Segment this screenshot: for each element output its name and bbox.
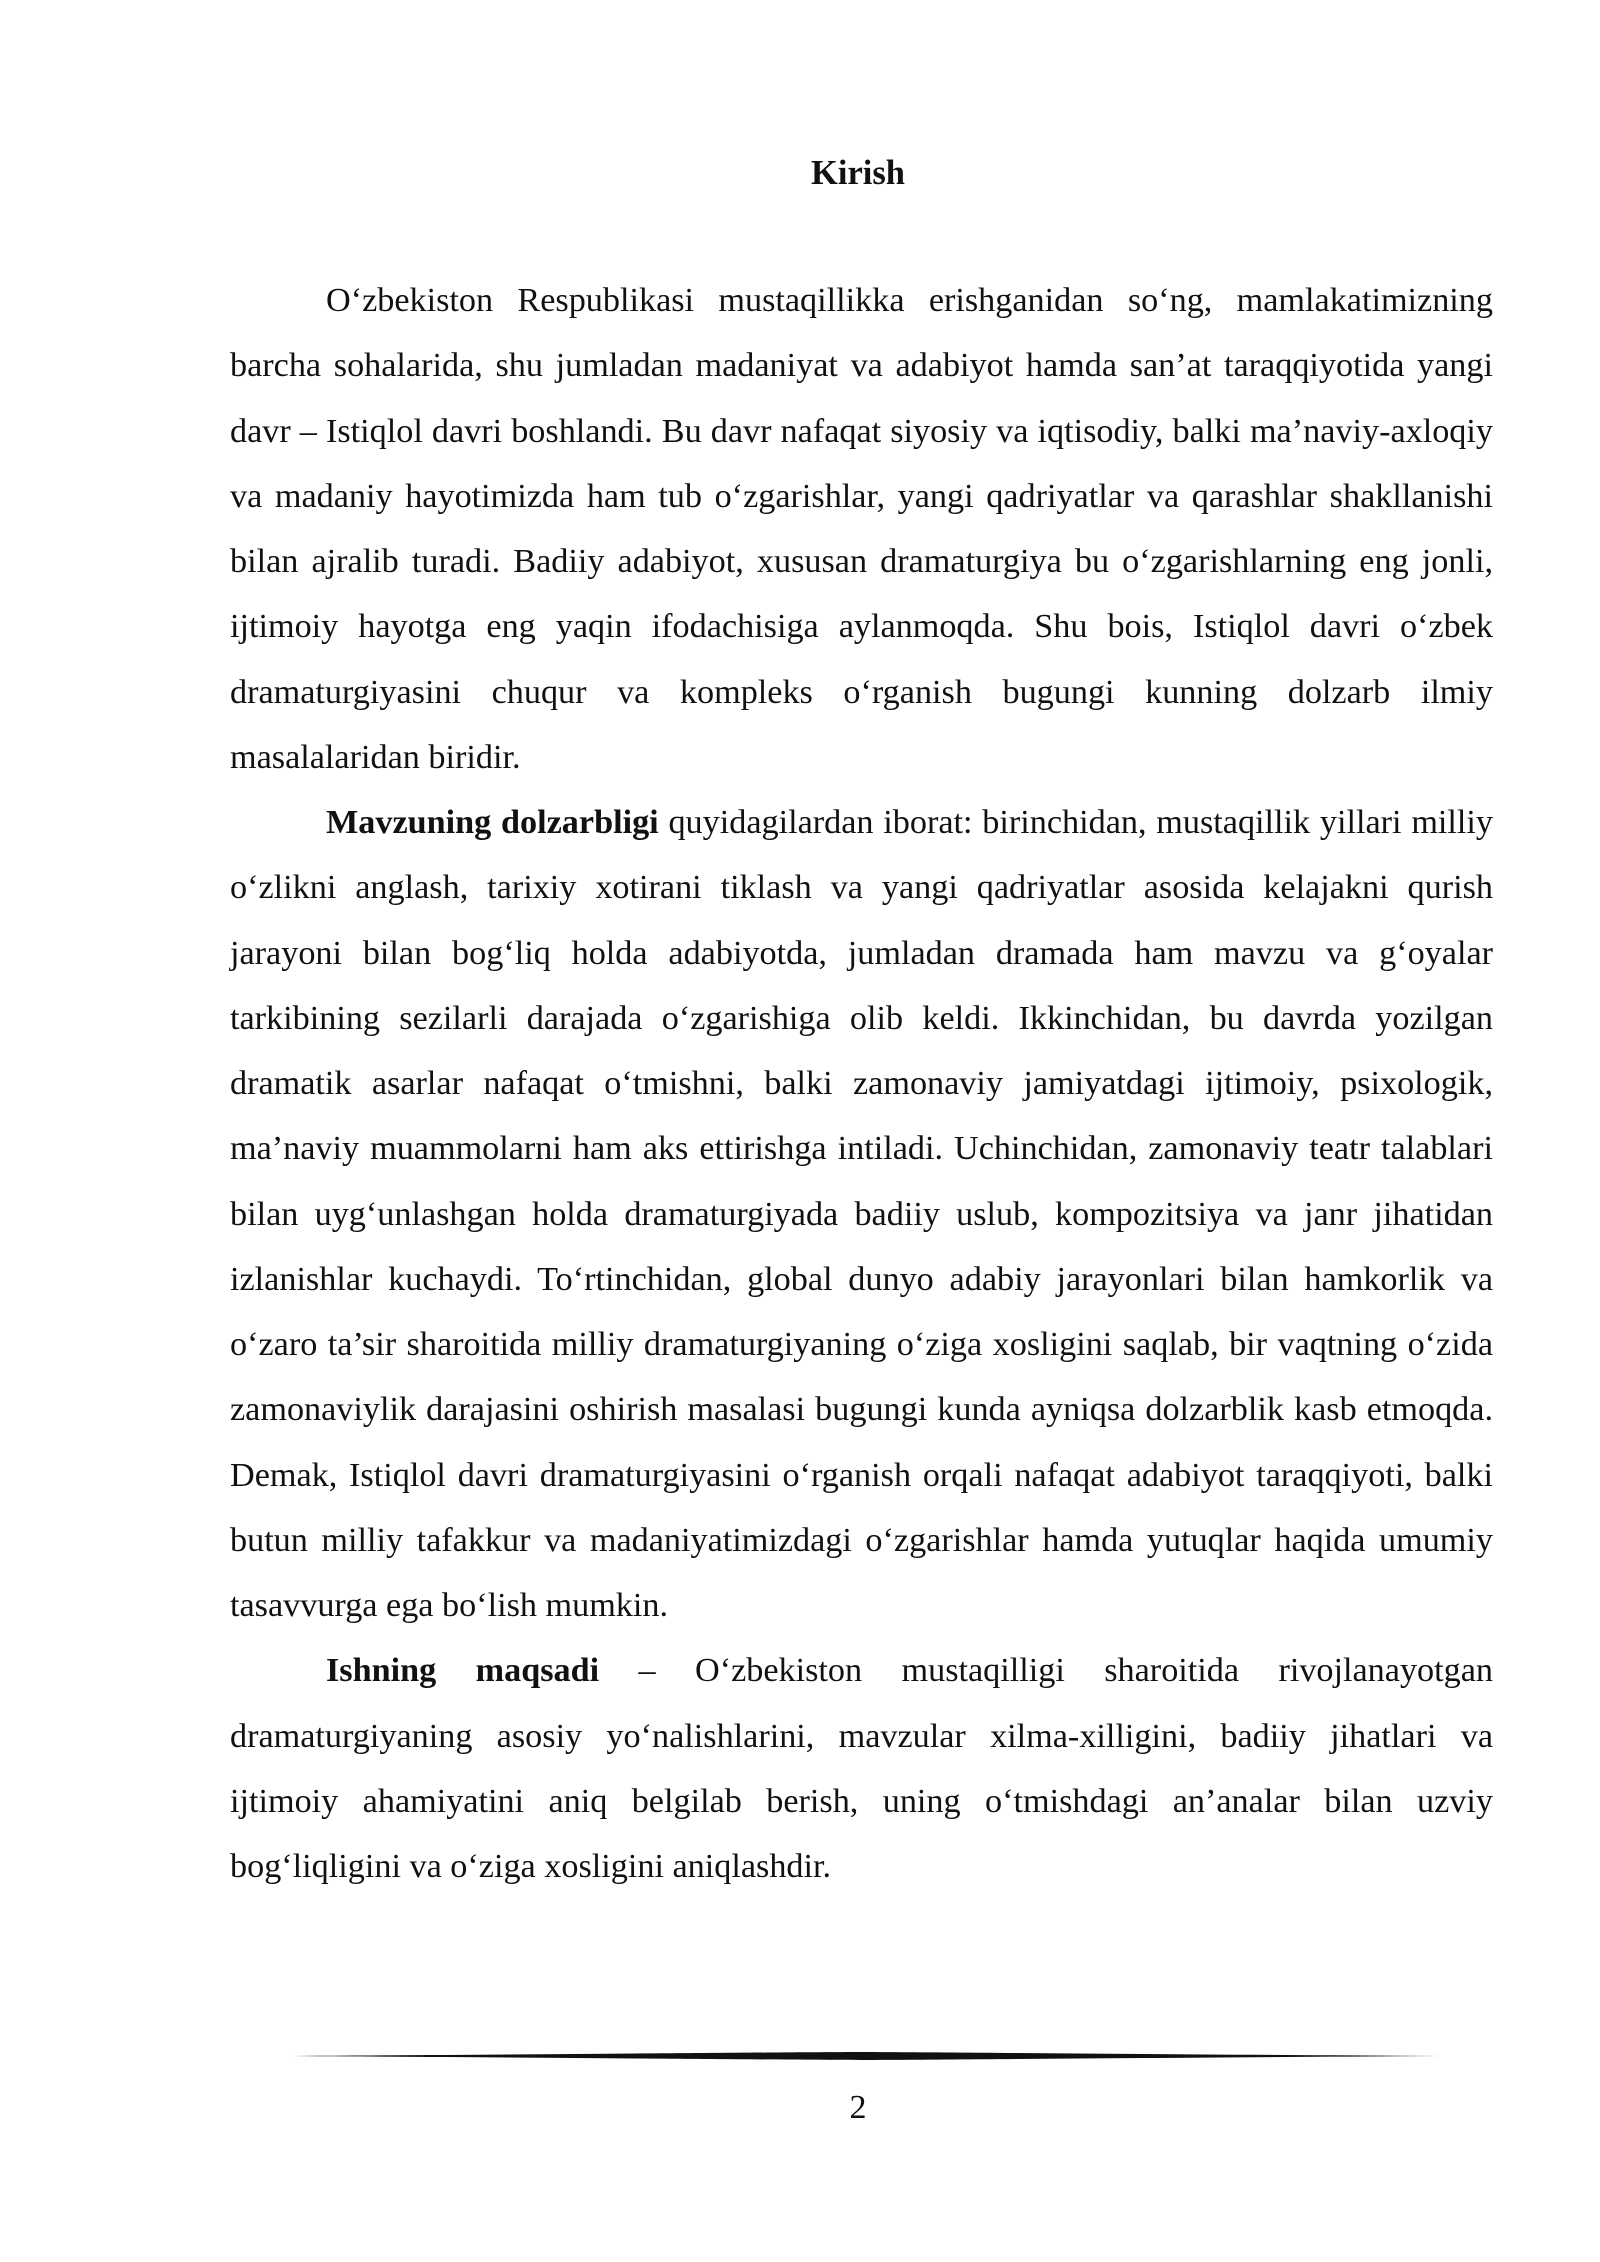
relevance-paragraph-text: quyidagilardan iborat: birinchidan, mustaqillik yillari milliy o‘zlikni anglash, tarixiy xotirani tiklash va yangi qadriyatlar asosida kelajakni qurish jarayoni bilan bog‘liq holda adabiyotda, jumladan dramada ham mavzu va g‘oyalar tarkibining sezilarli darajada o‘zgarishiga olib keldi. Ikkinchidan, bu davrda yozilgan dramatik asarlar nafaqat o‘tmishni, balki zamonaviy jamiyatdagi ijtimoiy, psixologik, ma’naviy muammolarni ham aks ettirishga intiladi. Uchinchidan, zamonaviy teatr talablari bilan uyg‘unlashgan holda dramaturgiyada badiiy uslub, kompozitsiya va janr jihatidan izlanishlar kuchaydi. To‘rtinchidan, global dunyo adabiy jarayonlari bilan hamkorlik va o‘zaro ta’sir sharoitida milliy dramaturgiyaning o‘ziga xosligini saqlab, bir vaqtning o‘zida zamonaviylik darajasini oshirish masalasi bugungi kunda ayniqsa dolzarblik kasb etmoqda. Demak, Istiqlol davri dramaturgiyasini o‘rganish orqali nafaqat adabiyot taraqqiyoti, balki butun milliy tafakkur va madaniyatimizdagi o‘zgarishlar hamda yutuqlar haqida umumiy tasavvurga ega bo‘lish mumkin. [230,804,1493,1624]
page-number: 2 [849,2089,867,2126]
intro-paragraph [230,268,1493,790]
body-text [230,268,1493,1899]
relevance-heading: Mavzuning dolzarbligi [326,804,659,841]
intro-paragraph-text: O‘zbekiston Respublikasi mustaqillikka erishganidan so‘ng, mamlakatimizning barcha sohalarida, shu jumladan madaniyat va adabiyot hamda san’at taraqqiyotida yangi davr – Istiqlol davri boshlandi. Bu davr nafaqat siyosiy va iqtisodiy, balki ma’naviy-axloqiy va madaniy hayotimizda ham tub o‘zgarishlar, yangi qadriyatlar va qarashlar shakllanishi bilan ajralib turadi. Badiiy adabiyot, xususan dramaturgiya bu o‘zgarishlarning eng jonli, ijtimoiy hayotga eng yaqin ifodachisiga aylanmoqda. Shu bois, Istiqlol davri o‘zbek dramaturgiyasini chuqur va kompleks o‘rganish bugungi kunning dolzarb ilmiy masalalaridan biridir. [230,282,1493,776]
goal-heading: Ishning maqsadi [326,1652,600,1690]
goal-paragraph [230,1638,1493,1899]
page-title: Kirish [811,154,905,192]
footer-divider [280,2048,1440,2064]
goal-paragraph-text: – O‘zbekiston mustaqilligi sharoitida rivojlanayotgan dramaturgiyaning asosiy yo‘nalishlarini, mavzular xilma-xilligini, badiiy jihatlari va ijtimoiy ahamiyatini aniq belgilab berish, uning o‘tmishdagi an’analar bilan uzviy bog‘liqligini va o‘ziga xosligini aniqlashdir. [230,1652,1493,1885]
relevance-paragraph [230,790,1493,1638]
footer-divider-line [280,2048,1440,2064]
